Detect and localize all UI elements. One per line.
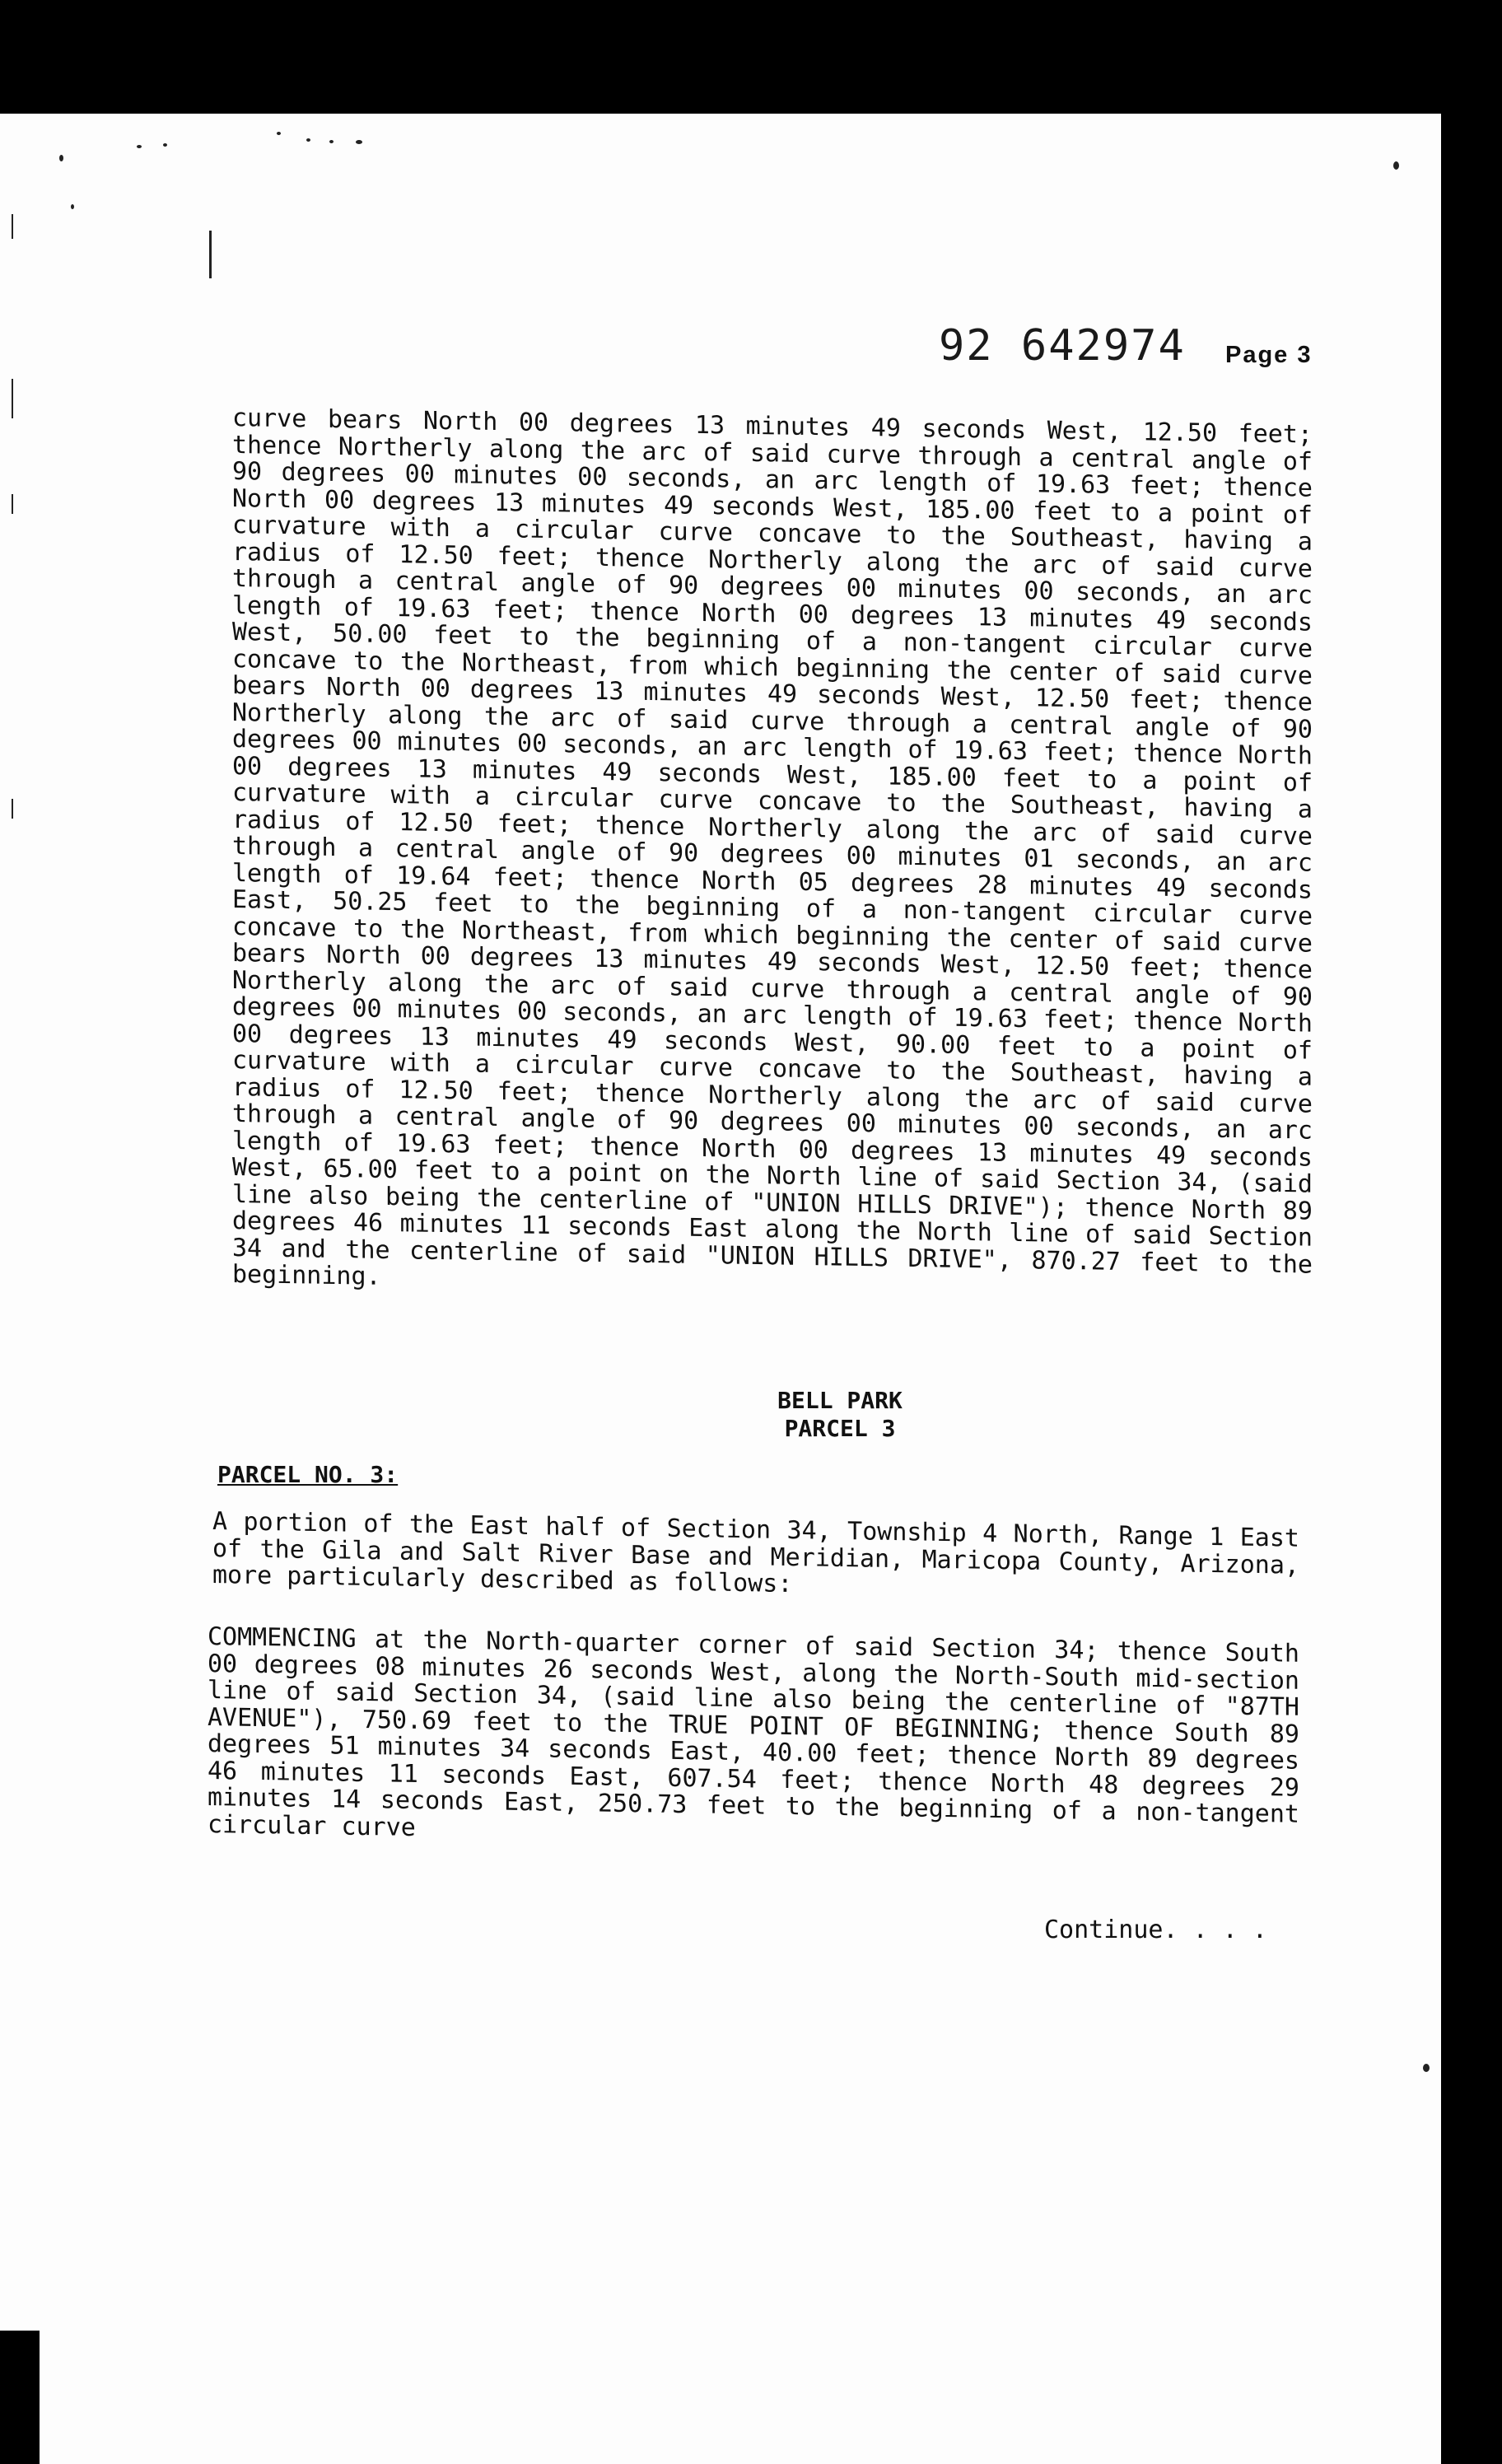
scan-bottom-left-border bbox=[0, 2331, 40, 2464]
scan-top-border bbox=[0, 0, 1502, 114]
scan-speck bbox=[163, 143, 167, 147]
parcel-intro-paragraph: A portion of the East half of Section 34, Township 4 North, Range 1 East of the Gila and Salt River Base and Meridian, Maricopa County, Arizona, more particularly described as follows: bbox=[212, 1507, 1299, 1599]
section-heading bbox=[675, 1387, 1005, 1443]
scan-speck bbox=[1423, 2064, 1430, 2072]
continue-label: Continue. . . . bbox=[1044, 1916, 1267, 1944]
scan-speck bbox=[71, 204, 74, 209]
scan-speck bbox=[1393, 161, 1399, 170]
scan-line bbox=[12, 214, 13, 239]
legal-description-paragraph: curve bears North 00 degrees 13 minutes 49 seconds West, 12.50 feet; thence Northerly along the arc of said curve through a central angle of 90 degrees 00 minutes 00 seconds, an arc length of 19.63 feet; thence North 00 degrees 13 minutes 49 seconds West, 185.00 feet to a point of curvature with a circular curve concave to the Southeast, having a radius of 12.50 feet; thence Northerly along the arc of said curve through a central angle of 90 degrees 00 minutes 00 seconds, an arc length of 19.63 feet; thence North 00 degrees 13 minutes 49 seconds West, 50.00 feet to the beginning of a non-tangent circular curve concave to the Northeast, from which beginning the center of said curve bears North 00 degrees 13 minutes 49 seconds West, 12.50 feet; thence Northerly along the arc of said curve through a central angle of 90 degrees 00 minutes 00 seconds, an arc length of 19.63 feet; thence North 00 degrees 13 minutes 49 seconds West, 185.00 feet to a point of curvature with a circular curve concave to the Southeast, having a radius of 12.50 feet; thence Northerly along the arc of said curve through a central angle of 90 degrees 00 minutes 01 seconds, an arc length of 19.64 feet; thence North 05 degrees 28 minutes 49 seconds East, 50.25 feet to the beginning of a non-tangent circular curve concave to the Northeast, from which beginning the center of said curve bears North 00 degrees 13 minutes 49 seconds West, 12.50 feet; thence Northerly along the arc of said curve through a central angle of 90 degrees 00 minutes 00 seconds, an arc length of 19.63 feet; thence North 00 degrees 13 minutes 49 seconds West, 90.00 feet to a point of curvature with a circular curve concave to the Southeast, having a radius of 12.50 feet; thence Northerly along the arc of said curve through a central angle of 90 degrees 00 minutes 00 seconds, an arc length of 19.63 feet; thence North 00 degrees 13 minutes 49 seconds West, 65.00 feet to a point on the North line of said Section 34, (said line also being the centerline of "UNION HILLS DRIVE"); thence North 89 degrees 46 minutes 11 seconds East along the North line of said Section 34 and the centerline of said "UNION HILLS DRIVE", 870.27 feet to the beginning. bbox=[232, 404, 1313, 1291]
document-number: 92 642974 bbox=[939, 321, 1186, 371]
scan-right-border bbox=[1441, 0, 1502, 2464]
scan-speck bbox=[329, 140, 334, 143]
heading-parcel: PARCEL 3 bbox=[784, 1415, 896, 1442]
scan-speck bbox=[59, 155, 63, 161]
parcel-title: PARCEL NO. 3: bbox=[217, 1461, 399, 1488]
page-number-label: Page 3 bbox=[1225, 342, 1313, 368]
heading-bell-park: BELL PARK bbox=[777, 1387, 903, 1414]
scan-speck bbox=[137, 145, 142, 148]
scan-speck bbox=[277, 132, 281, 135]
scan-line bbox=[12, 494, 13, 514]
scan-line bbox=[209, 231, 212, 278]
commencing-paragraph: COMMENCING at the North-quarter corner of said Section 34; thence South 00 degrees 08 minutes 26 seconds West, along the North-South mid-section line of said Section 34, (said line also being the centerline of "87TH AVENUE"), 750.69 feet to the TRUE POINT OF BEGINNING; thence South 89 degrees 51 minutes 34 seconds East, 40.00 feet; thence North 89 degrees 46 minutes 11 seconds East, 607.54 feet; thence North 48 degrees 29 minutes 14 seconds East, 250.73 feet to the beginning of a non-tangent circular curve bbox=[208, 1622, 1299, 1842]
scan-line bbox=[12, 379, 13, 418]
scan-line bbox=[12, 799, 13, 819]
scan-speck bbox=[356, 140, 362, 144]
scan-speck bbox=[306, 138, 310, 142]
